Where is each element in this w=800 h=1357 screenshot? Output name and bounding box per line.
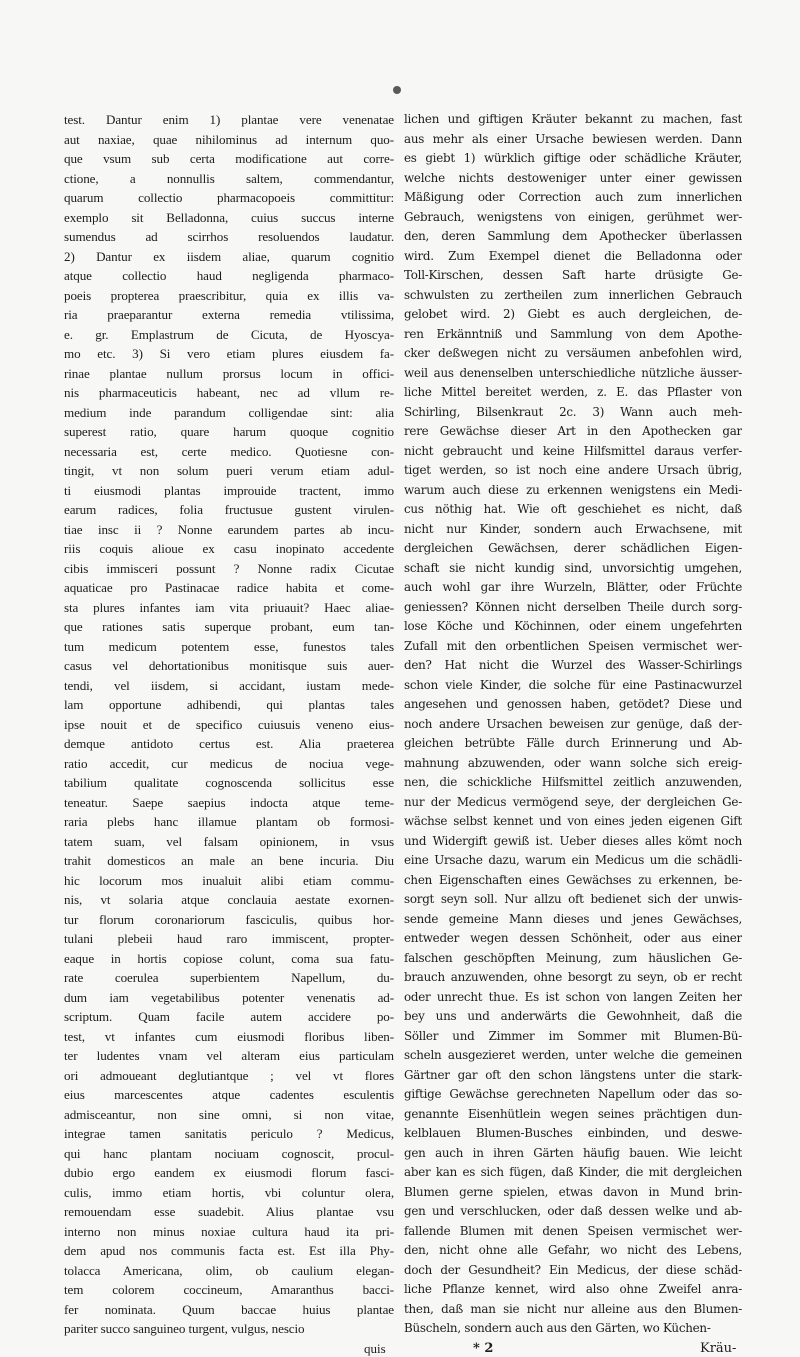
text-line: geniessen? Können nicht derselben Theile durch sorg- [404, 599, 742, 614]
text-line: Gebrauch, wenigstens von einigen, gerühmet wer- [404, 209, 742, 224]
text-line: Toll-Kirschen, dessen Saft harte drüsigte Ge- [404, 268, 742, 282]
text-line: wird. Zum Exempel dienet die Belladonna oder [404, 248, 742, 263]
text-line: wächse selbst kennet und von eines jeden eigenen Gift [404, 814, 742, 828]
text-line: nicht gebraucht und keine Hilfsmittel daraus verfer- [404, 443, 742, 458]
text-line: que rationes satis superque probant, eum tan- [64, 619, 394, 634]
text-line: riis coquis alioue ex casu inopinato accedente [64, 541, 394, 556]
text-line: ter ludentes vnam vel alteram eius particulam [64, 1048, 394, 1063]
text-line: que vsum sub certa modificatione aut corre- [64, 151, 394, 166]
text-line: exemplo sit Belladonna, cuius succus interne [64, 209, 394, 225]
text-line: fer nominata. Quum baccae huius plantae [64, 1301, 394, 1317]
text-line: then, daß man sie nicht nur alleine aus den Blumen- [404, 1301, 742, 1316]
text-line: ti eiusmodi plantas improuide tractent, immo [64, 482, 394, 498]
text-line: gelobet wird. 2) Giebt es auch dergleichen, de- [404, 307, 742, 321]
text-line: falschen geschöpften Meinung, zum häuslichen Ge- [404, 950, 742, 965]
text-line: dubio ergo eandem ex eiusmodi florum fasci- [64, 1165, 394, 1180]
text-line: Gärtner gar oft den schon längstens unter die stark- [404, 1067, 742, 1082]
text-line: quarum collectio pharmacopoeis committitur: [64, 190, 394, 205]
text-line: oder unrecht thue. Es ist schon von langen Zeiten her [404, 989, 742, 1004]
text-line: pariter succo sanguineo turgent, vulgus, nescio [64, 1321, 305, 1336]
text-line: es giebt 1) würklich giftige oder schädliche Kräuter, [404, 151, 742, 165]
text-line: angesehen und genossen haben, getödet? Diese und [404, 697, 742, 711]
text-line: ctione, a nonnullis saltem, commendantur, [64, 170, 394, 186]
text-line: test. Dantur enim 1) plantae vere venenatae [64, 112, 394, 127]
text-line: tulani plebeii haud raro immiscent, propter- [64, 931, 394, 946]
text-line: und Widergift gewiß ist. Ueber dieses alles kömt noch [404, 833, 742, 848]
text-line: aquaticae pro Pastinacae radice habita et come- [64, 580, 394, 595]
text-line: tingit, vt non solum pueri verum etiam adul- [64, 463, 394, 478]
printer-ornament-dot [393, 86, 401, 94]
text-line: scriptum. Quam facile autem accidere po- [64, 1009, 394, 1024]
text-line: dum iam vegetabilibus potenter venenatis ad- [64, 989, 394, 1005]
text-line: scheln ausgezieret werden, unter welche die gemeinen [404, 1048, 742, 1062]
text-line: den? Hat nicht die Wurzel des Wasser-Schirlings [404, 658, 742, 672]
text-line: sta plures infantes iam vita priuauit? Haec aliae- [64, 599, 394, 615]
text-line: lichen und giftigen Kräuter bekannt zu machen, fast [404, 112, 742, 126]
text-line: Büscheln, sondern auch aus den Gärten, wo Küchen- [404, 1321, 711, 1335]
text-line: brauch anzuwenden, ohne besorgt zu seyn, ob er recht [404, 970, 742, 984]
text-line: Schirling, Bilsenkraut 2c. 3) Wann auch meh- [404, 404, 742, 419]
text-line: rere Gewächse dieser Art in den Apothecken gar [404, 424, 742, 438]
text-line: earum radices, folia fructusue gustent virulen- [64, 502, 394, 517]
text-line: aus mehr als einer Ursache bewiesen werden. Dann [404, 131, 742, 146]
text-line: tatem suam, vel falsam opinionem, in vsus [64, 833, 394, 849]
text-line: tiae insc ii ? Nonne earundem partes ab incu- [64, 521, 394, 537]
text-line: test, vt infantes cum eiusmodi floribus liben- [64, 1028, 394, 1044]
text-line: liche Mittel bereitet werden, z. E. das Pflaster von [404, 385, 742, 399]
text-line: sorgt seyn soll. Nur allzu oft bedienet sich der unwis- [404, 892, 742, 906]
text-line: medium inde parandum colligendae sint: alia [64, 404, 394, 420]
text-line: chen Eigenschaften eines Gewächses zu erkennen, be- [404, 872, 742, 887]
text-line: genannte Eisenhütlein wegen seines prächtigen dun- [404, 1106, 742, 1121]
text-line: rate coerulea superbientem Napellum, du- [64, 970, 394, 985]
text-line: liche Pflanze kennet, wird also ohne Zweifel anra- [404, 1282, 742, 1296]
text-line: tolacca Americana, olim, ob caulium elegan- [64, 1262, 394, 1278]
text-line: cker deßwegen nicht zu versäumen anbefohlen wird, [404, 346, 742, 360]
text-line: Mäßigung oder Correction auch zum innerlichen [404, 190, 742, 204]
text-line: trahit domesticos an male an bene incuria. Diu [64, 853, 394, 868]
text-line: sende gemeine Mann dieses und jenes Gewächses, [404, 911, 742, 926]
text-line: weil aus denenselben unterschiedliche nützliche äusser- [404, 365, 742, 380]
text-line: rinae plantae nullum prorsus locum in offici- [64, 365, 394, 381]
german-catchword: Kräu- [700, 1341, 737, 1356]
text-line: auch wohl gar ihre Wurzeln, Blätter, oder Früchte [404, 580, 742, 594]
text-line: nen, die schickliche Hilfsmittel zeitlich anzuwenden, [404, 775, 742, 789]
text-line: entweder wegen dessen Schönheit, oder aus einer [404, 931, 742, 945]
latin-catchword: quis [364, 1341, 386, 1356]
text-line: hic locorum mos inualuit alibi etiam commu- [64, 872, 394, 888]
text-line: e. gr. Emplastrum de Cicuta, de Hyoscya- [64, 326, 394, 342]
text-line: aut naxiae, quae nihilominus ad internum quo- [64, 131, 394, 147]
text-line: Zufall mit den orbentlichen Speisen vermischet wer- [404, 638, 742, 653]
text-line: integrae tamen sanitatis periculo ? Medicus, [64, 1126, 394, 1141]
text-line: mahnung abzuwenden, oder wann solche sich ereig- [404, 755, 742, 770]
text-line: sumendus ad scirrhos resoluendos laudatur. [64, 229, 394, 244]
signature-mark: * 2 [473, 1341, 494, 1356]
text-line: nis pharmaceuticis habeant, nec ad vllum re- [64, 385, 394, 400]
text-line: 2) Dantur ex iisdem aliae, quarum cognitio [64, 248, 394, 264]
text-line: fallende Blumen mit denen Speisen vermischet wer- [404, 1223, 742, 1238]
text-line: atque collectio haud negligenda pharmaco- [64, 268, 394, 283]
text-line: eaque in hortis copiose colunt, coma sua fatu- [64, 950, 394, 966]
text-line: Blumen gerne spielen, etwas davon in Mund brin- [404, 1184, 742, 1199]
text-line: ria praeparantur externa remedia vtilissima, [64, 307, 394, 322]
text-line: nis, vt solaria atque conclauia aestate exornen- [64, 892, 394, 907]
text-line: Söller und Zimmer im Sommer mit Blumen-Bü- [404, 1028, 742, 1043]
text-line: qui hanc plantam nociuam cognoscit, procul- [64, 1145, 394, 1161]
text-line: cibis immisceri possunt ? Nonne radix Cicutae [64, 560, 394, 576]
latin-column [64, 110, 394, 1339]
text-line: culis, immo etiam hortis, vbi coluntur olera, [64, 1184, 394, 1200]
text-line: welche nichts destoweniger unter einer gewissen [404, 170, 742, 185]
text-line: lose Köche und Köchinnen, oder einem ungefehrten [404, 619, 742, 633]
text-line: giftige Gewächse gerechneten Napellum oder das so- [404, 1087, 742, 1101]
text-line: dem apud nos communis facta est. Est illa Phy- [64, 1243, 394, 1258]
text-line: aber kan es sich fügen, daß Kinder, die mit dergleichen [404, 1165, 742, 1179]
text-line: eine Ursache dazu, warum ein Medicus um die schädli- [404, 853, 742, 867]
text-line: lam opportune adhibendi, qui plantas tales [64, 697, 394, 712]
text-line: schon viele Kinder, die solche für eine Pastinacwurzel [404, 677, 742, 692]
text-line: poeis propterea praescribitur, quia ex illis va- [64, 287, 394, 303]
text-line: schwulsten zu zertheilen zum innerlichen Gebrauch [404, 287, 742, 302]
text-line: necessaria est, certe medico. Quotiesne con- [64, 443, 394, 459]
text-line: gen auch in ihren Gärten häufig bauen. Wie leicht [404, 1145, 742, 1160]
text-line: tiget werden, so ist noch eine andere Ursach übrig, [404, 463, 742, 477]
text-line: superest ratio, quare harum quoque cognitio [64, 424, 394, 439]
text-line: ori admoueant deglutiantque ; vel vt flores [64, 1067, 394, 1083]
text-line: doch der Gesundheit? Ein Medicus, der diese schäd- [404, 1262, 742, 1277]
text-line: tendi, vel iisdem, si accidant, iustam mede- [64, 677, 394, 693]
text-line: kelblauen Blumen-Busches einbinden, und deswe- [404, 1126, 742, 1140]
text-line: den, deren Sammlung dem Apothecker überlassen [404, 229, 742, 243]
text-line: ipse nouit et de specifico cuiusuis veneno eius- [64, 716, 394, 732]
text-line: tabilium qualitate cognoscenda sollicitus esse [64, 775, 394, 790]
text-line: demque antidoto certus est. Alia praeterea [64, 736, 394, 751]
text-line: ren Erkänntniß und Sammlung von dem Apothe- [404, 326, 742, 341]
text-line: tem colorem coccineum, Amaranthus bacci- [64, 1282, 394, 1297]
text-line: gen und verschlucken, oder daß dessen welke und ab- [404, 1204, 742, 1218]
text-line: dergleichen Gewächsen, derer schädlichen Eigen- [404, 541, 742, 555]
text-line: teneatur. Saepe saepius indocta atque teme- [64, 794, 394, 810]
text-line: raria plebs hanc illamue plantam ob formosi- [64, 814, 394, 829]
text-line: gleichen betrübte Fälle durch Erinnerung und Ab- [404, 736, 742, 750]
text-line: admisceantur, non sine omni, si non vitae, [64, 1106, 394, 1122]
text-line: casus vel dehortationibus monitisque suis auer- [64, 658, 394, 673]
text-line: remouendam esse suadebit. Alius plantae vsu [64, 1204, 394, 1219]
text-line: tum medicum potentem esse, funestos tales [64, 638, 394, 654]
text-line: interno non minus noxiae cultura haud ita pri- [64, 1223, 394, 1239]
text-line: nur der Medicus vermögend seye, der dergleichen Ge- [404, 794, 742, 809]
text-line: bey uns und anderwärts die Gewohnheit, daß die [404, 1009, 742, 1023]
text-line: tur florum coronariorum fasciculis, quibus hor- [64, 911, 394, 927]
text-line: nicht nur Kinder, sondern auch Erwachsene, mit [404, 521, 742, 536]
text-line: eius marcescentes atque cadentes esculentis [64, 1087, 394, 1102]
text-line: den, nicht ohne alle Gefahr, wo nicht des Lebens, [404, 1243, 742, 1257]
german-column [404, 110, 742, 1339]
text-line: warum auch diese zu erkennen wenigstens ein Medi- [404, 482, 742, 497]
text-line: mo etc. 3) Si vero etiam plures eiusdem fa- [64, 346, 394, 361]
text-line: schaft sie nicht kundig sind, unvorsichtig umgehen, [404, 560, 742, 575]
text-line: ratio accedit, cur medicus de nociua vege- [64, 755, 394, 771]
text-line: noch andere Ursachen beweisen zur genüge, daß der- [404, 716, 742, 731]
text-line: cus nöthig hat. Wie oft geschiehet es nicht, daß [404, 502, 742, 516]
